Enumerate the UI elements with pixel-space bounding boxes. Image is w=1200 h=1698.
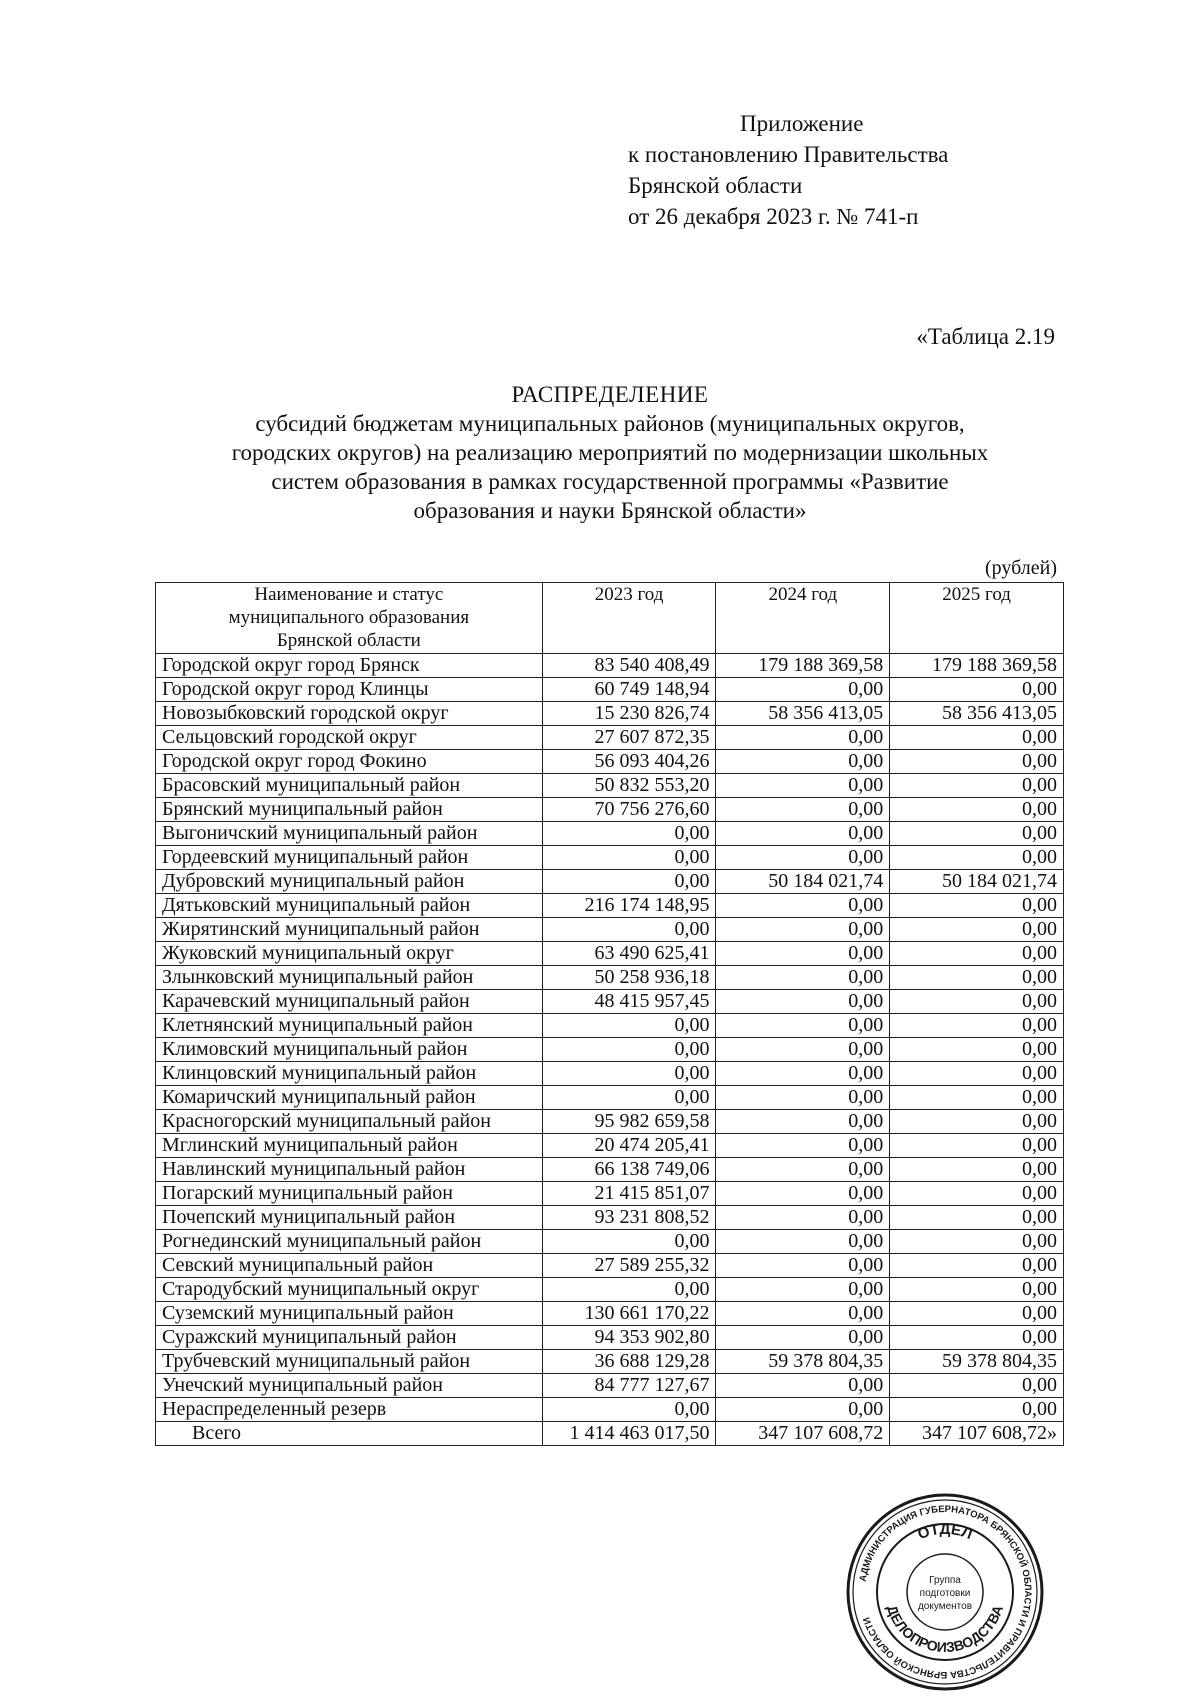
value-2024-cell: 0,00 [716,1062,890,1086]
value-2025-cell: 0,00 [890,1110,1064,1134]
table-row [156,1398,1064,1422]
value-2023-cell: 84 777 127,67 [542,1374,716,1398]
row-name-cell: Клинцовский муниципальный район [156,1062,543,1086]
table-row [156,798,1064,822]
table-row [156,894,1064,918]
row-name-cell: Дубровский муниципальный район [156,870,543,894]
value-2024-cell: 50 184 021,74 [716,870,890,894]
office-stamp [845,1492,1045,1692]
table-row [156,1302,1064,1326]
value-2025-cell: 179 188 369,58 [890,654,1064,678]
table-row [156,966,1064,990]
table-row [156,1350,1064,1374]
value-2024-cell: 0,00 [716,1254,890,1278]
value-2025-cell: 0,00 [890,1014,1064,1038]
value-2025-cell: 0,00 [890,1326,1064,1350]
total-row [156,1422,1064,1446]
value-2023-cell: 20 474 205,41 [542,1134,716,1158]
table-row [156,1230,1064,1254]
table-row [156,846,1064,870]
value-2023-cell: 0,00 [542,822,716,846]
row-name-cell: Новозыбковский городской округ [156,702,543,726]
row-name-cell: Климовский муниципальный район [156,1038,543,1062]
value-2024-cell: 0,00 [716,798,890,822]
value-2023-cell: 95 982 659,58 [542,1110,716,1134]
value-2023-cell: 0,00 [542,1014,716,1038]
row-name-cell: Мглинский муниципальный район [156,1134,543,1158]
table-row [156,1086,1064,1110]
row-name-cell: Погарский муниципальный район [156,1182,543,1206]
row-name-cell: Карачевский муниципальный район [156,990,543,1014]
title-line-2: городских округов) на реализацию мероприятий по модернизации школьных [231,440,989,465]
table-row [156,942,1064,966]
table-row [156,1110,1064,1134]
value-2024-cell: 0,00 [716,966,890,990]
value-2023-cell: 66 138 749,06 [542,1158,716,1182]
value-2023-cell: 0,00 [542,1278,716,1302]
value-2023-cell: 94 353 902,80 [542,1326,716,1350]
value-2025-cell: 59 378 804,35 [890,1350,1064,1374]
value-2023-cell: 27 589 255,32 [542,1254,716,1278]
table-reference: «Таблица 2.19 [916,324,1055,349]
row-name-cell: Городской округ город Брянск [156,654,543,678]
value-2023-cell: 63 490 625,41 [542,942,716,966]
value-2023-cell: 21 415 851,07 [542,1182,716,1206]
row-name-cell: Нераспределенный резерв [156,1398,543,1422]
row-name-cell: Навлинский муниципальный район [156,1158,543,1182]
value-2025-cell: 50 184 021,74 [890,870,1064,894]
header-2024: 2024 год [716,583,890,654]
value-2024-cell: 0,00 [716,1110,890,1134]
table-row [156,1182,1064,1206]
value-2025-cell: 0,00 [890,1062,1064,1086]
table-row [156,1014,1064,1038]
value-2024-cell: 0,00 [716,1398,890,1422]
value-2025-cell: 0,00 [890,1254,1064,1278]
header-name-line-2: муниципального образования [228,607,470,628]
value-2024-cell: 347 107 608,72 [716,1422,890,1446]
value-2025-cell: 0,00 [890,1374,1064,1398]
value-2024-cell: 59 378 804,35 [716,1350,890,1374]
title-line-1: субсидий бюджетам муниципальных районов (муниципальных округов, [255,411,965,436]
appendix-block [628,108,948,232]
value-2023-cell: 0,00 [542,846,716,870]
value-2025-cell: 347 107 608,72» [890,1422,1064,1446]
row-name-cell: Красногорский муниципальный район [156,1110,543,1134]
row-name-cell: Комаричский муниципальный район [156,1086,543,1110]
value-2024-cell: 0,00 [716,1206,890,1230]
appendix-line-3: Брянской области [628,173,803,198]
stamp-center-line-2: подготовки [919,1588,971,1599]
value-2025-cell: 0,00 [890,990,1064,1014]
value-2025-cell: 0,00 [890,750,1064,774]
title-line-4: образования и науки Брянской области» [413,498,807,523]
row-name-cell: Почепский муниципальный район [156,1206,543,1230]
value-2023-cell: 48 415 957,45 [542,990,716,1014]
appendix-line-4: от 26 декабря 2023 г. № 741-п [628,204,919,229]
table-row [156,1278,1064,1302]
table-row [156,1062,1064,1086]
row-name-cell: Выгоничский муниципальный район [156,822,543,846]
value-2025-cell: 0,00 [890,966,1064,990]
appendix-line-1: Приложение [740,111,864,136]
header-name [156,583,543,654]
value-2025-cell: 0,00 [890,1302,1064,1326]
row-name-cell: Сельцовский городской округ [156,726,543,750]
value-2023-cell: 1 414 463 017,50 [542,1422,716,1446]
table-row [156,918,1064,942]
value-2025-cell: 0,00 [890,1086,1064,1110]
table-row [156,1326,1064,1350]
value-2024-cell: 179 188 369,58 [716,654,890,678]
value-2024-cell: 0,00 [716,1326,890,1350]
value-2023-cell: 0,00 [542,1062,716,1086]
table-row [156,1206,1064,1230]
row-name-cell: Жирятинский муниципальный район [156,918,543,942]
table-row [156,1134,1064,1158]
table-row [156,678,1064,702]
table-row [156,726,1064,750]
value-2023-cell: 130 661 170,22 [542,1302,716,1326]
value-2025-cell: 0,00 [890,1278,1064,1302]
header-name-line-1: Наименование и статус [254,584,444,605]
stamp-center-line-1: Группа [929,1575,961,1586]
value-2023-cell: 83 540 408,49 [542,654,716,678]
table-row [156,1254,1064,1278]
row-name-cell: Злынковский муниципальный район [156,966,543,990]
table-row [156,750,1064,774]
value-2023-cell: 70 756 276,60 [542,798,716,822]
value-2024-cell: 58 356 413,05 [716,702,890,726]
appendix-line-2: к постановлению Правительства [628,142,949,167]
value-2023-cell: 0,00 [542,1398,716,1422]
document-title [150,380,1070,525]
value-2024-cell: 0,00 [716,846,890,870]
value-2024-cell: 0,00 [716,750,890,774]
value-2025-cell: 0,00 [890,1398,1064,1422]
row-name-cell: Суражский муниципальный район [156,1326,543,1350]
value-2025-cell: 0,00 [890,894,1064,918]
value-2023-cell: 216 174 148,95 [542,894,716,918]
value-2025-cell: 0,00 [890,1038,1064,1062]
value-2024-cell: 0,00 [716,1158,890,1182]
table-row [156,822,1064,846]
value-2024-cell: 0,00 [716,990,890,1014]
units-label: (рублей) [984,557,1057,579]
value-2025-cell: 0,00 [890,918,1064,942]
value-2023-cell: 36 688 129,28 [542,1350,716,1374]
value-2023-cell: 27 607 872,35 [542,726,716,750]
value-2023-cell: 15 230 826,74 [542,702,716,726]
value-2025-cell: 0,00 [890,846,1064,870]
row-name-cell: Городской округ город Клинцы [156,678,543,702]
value-2024-cell: 0,00 [716,1038,890,1062]
row-name-cell: Брасовский муниципальный район [156,774,543,798]
value-2024-cell: 0,00 [716,1302,890,1326]
header-2023: 2023 год [542,583,716,654]
row-name-cell: Клетнянский муниципальный район [156,1014,543,1038]
table-row [156,990,1064,1014]
row-name-cell: Севский муниципальный район [156,1254,543,1278]
row-name-cell: Брянский муниципальный район [156,798,543,822]
value-2025-cell: 0,00 [890,726,1064,750]
stamp-center-line-3: документов [917,1601,973,1612]
value-2023-cell: 93 231 808,52 [542,1206,716,1230]
value-2025-cell: 0,00 [890,822,1064,846]
value-2024-cell: 0,00 [716,1134,890,1158]
row-name-cell: Суземский муниципальный район [156,1302,543,1326]
value-2023-cell: 50 832 553,20 [542,774,716,798]
row-name-cell: Гордеевский муниципальный район [156,846,543,870]
table-row [156,870,1064,894]
row-name-cell: Жуковский муниципальный округ [156,942,543,966]
value-2024-cell: 0,00 [716,894,890,918]
value-2025-cell: 0,00 [890,1230,1064,1254]
row-name-cell: Рогнединский муниципальный район [156,1230,543,1254]
table-row [156,1158,1064,1182]
value-2024-cell: 0,00 [716,1182,890,1206]
value-2025-cell: 0,00 [890,1158,1064,1182]
stamp-outer-text: АДМИНИСТРАЦИЯ ГУБЕРНАТОРА БРЯНСКОЙ ОБЛАСТИ И ПРАВИТЕЛЬСТВА БРЯНСКОЙ ОБЛАСТИ [857,1503,1034,1681]
value-2024-cell: 0,00 [716,726,890,750]
row-name-cell: Унечский муниципальный район [156,1374,543,1398]
value-2025-cell: 0,00 [890,1206,1064,1230]
value-2023-cell: 0,00 [542,1038,716,1062]
value-2025-cell: 0,00 [890,1182,1064,1206]
value-2024-cell: 0,00 [716,678,890,702]
row-name-cell: Дятьковский муниципальный район [156,894,543,918]
title-heading: РАСПРЕДЕЛЕНИЕ [511,382,709,407]
value-2024-cell: 0,00 [716,918,890,942]
value-2024-cell: 0,00 [716,822,890,846]
value-2023-cell: 0,00 [542,1086,716,1110]
table-row [156,702,1064,726]
value-2025-cell: 0,00 [890,678,1064,702]
row-name-cell: Трубчевский муниципальный район [156,1350,543,1374]
value-2025-cell: 0,00 [890,774,1064,798]
value-2024-cell: 0,00 [716,1374,890,1398]
value-2023-cell: 0,00 [542,870,716,894]
value-2024-cell: 0,00 [716,1278,890,1302]
value-2025-cell: 0,00 [890,1134,1064,1158]
stamp-top-word: ОТДЕЛ [915,1520,975,1544]
value-2023-cell: 60 749 148,94 [542,678,716,702]
value-2024-cell: 0,00 [716,1014,890,1038]
table-row [156,1374,1064,1398]
row-name-cell: Стародубский муниципальный округ [156,1278,543,1302]
table-row [156,654,1064,678]
value-2024-cell: 0,00 [716,774,890,798]
value-2025-cell: 0,00 [890,798,1064,822]
row-name-cell: Всего [156,1422,543,1446]
value-2023-cell: 0,00 [542,1230,716,1254]
table-row [156,774,1064,798]
value-2024-cell: 0,00 [716,942,890,966]
table-body [156,654,1064,1446]
value-2023-cell: 0,00 [542,918,716,942]
value-2024-cell: 0,00 [716,1230,890,1254]
value-2024-cell: 0,00 [716,1086,890,1110]
table-header-row [156,583,1064,654]
value-2023-cell: 56 093 404,26 [542,750,716,774]
table-row [156,1038,1064,1062]
title-line-3: систем образования в рамках государственной программы «Развитие [271,469,949,494]
header-name-line-3: Брянской области [276,630,421,651]
header-2025: 2025 год [890,583,1064,654]
stamp-bottom-word: ДЕЛОПРОИЗВОДСТВА [883,1602,1007,1656]
row-name-cell: Городской округ город Фокино [156,750,543,774]
value-2025-cell: 0,00 [890,942,1064,966]
value-2025-cell: 58 356 413,05 [890,702,1064,726]
distribution-table [155,582,1064,1446]
value-2023-cell: 50 258 936,18 [542,966,716,990]
